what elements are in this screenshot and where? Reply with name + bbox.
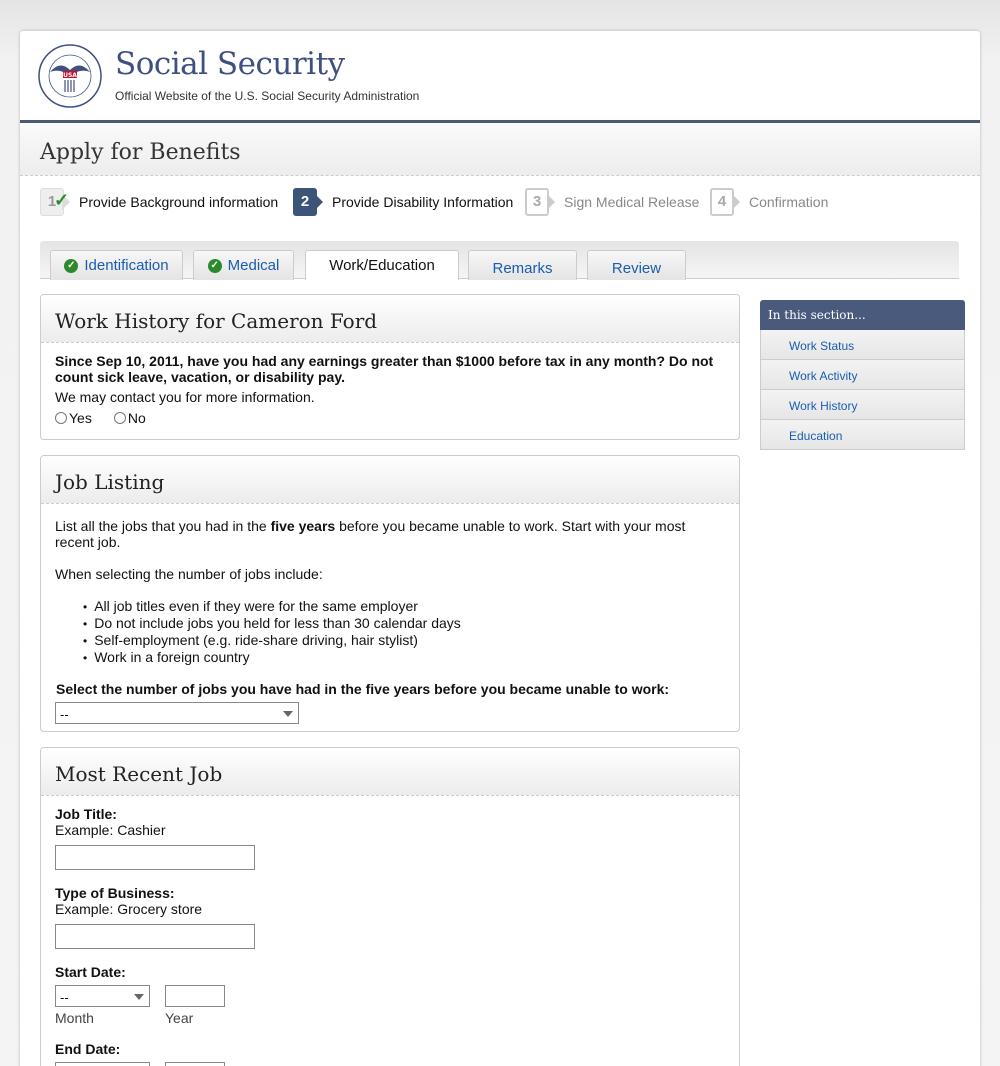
step-1 (40, 188, 278, 216)
sidenav-item-work-status[interactable]: Work Status (760, 330, 965, 360)
site-header (20, 31, 980, 123)
page-title: Apply for Benefits (20, 123, 980, 176)
business-type-input[interactable] (55, 924, 255, 949)
no-label[interactable]: No (127, 410, 146, 426)
step-1-label: Provide Background information (79, 194, 279, 210)
month-caption: Month (55, 1010, 94, 1026)
step-1-badge: 1 ✓ (40, 188, 68, 216)
tab-medical[interactable]: ✓ Medical (193, 250, 294, 280)
tab-remarks[interactable]: Remarks (468, 250, 577, 280)
list-item: • All job titles even if they were for the same employer (83, 598, 725, 615)
tab-work-education[interactable]: Work/Education (305, 250, 459, 280)
year-caption: Year (165, 1010, 194, 1026)
step-3 (525, 188, 699, 216)
jobs-count-select[interactable]: -- (55, 702, 299, 724)
step-4-badge: 4 (710, 188, 738, 216)
most-recent-job-panel (40, 747, 740, 1066)
start-year-input[interactable] (165, 985, 225, 1007)
yes-label[interactable]: Yes (69, 410, 92, 426)
chevron-down-icon (134, 994, 144, 1000)
selecting-intro: When selecting the number of jobs include: (55, 566, 323, 582)
sidenav-item-education[interactable]: Education (760, 420, 965, 450)
end-date-label: End Date: (55, 1041, 121, 1057)
section-tabs (40, 241, 959, 279)
yes-radio[interactable] (55, 412, 67, 424)
step-2 (293, 188, 513, 216)
business-type-example: Example: Grocery store (55, 901, 203, 917)
sidenav-title: In this section... (760, 300, 965, 330)
start-date-fields (55, 985, 725, 1026)
job-listing-intro: List all the jobs that you had in the five years before you became unable to work. Start with your most recent job. (55, 518, 686, 550)
earnings-radio-group (55, 410, 725, 426)
page-container (20, 31, 980, 1066)
start-month-select[interactable]: -- (55, 985, 150, 1007)
list-item: • Work in a foreign country (83, 649, 725, 666)
start-date-label: Start Date: (55, 964, 126, 980)
step-2-label: Provide Disability Information (332, 194, 514, 210)
job-title-input[interactable] (55, 845, 255, 870)
end-year-input[interactable] (165, 1062, 225, 1066)
in-this-section-nav (760, 300, 965, 450)
business-type-label: Type of Business: (55, 885, 175, 901)
sidenav-item-work-history[interactable]: Work History (760, 390, 965, 420)
chevron-down-icon (283, 711, 293, 717)
earnings-question: Since Sep 10, 2011, have you had any earnings greater than $1000 before tax in any month? Do not count sick leave, vacation, or disability pay. (55, 353, 714, 385)
job-listing-panel (40, 455, 740, 732)
step-3-label: Sign Medical Release (564, 194, 700, 210)
job-title-example: Example: Cashier (55, 822, 166, 838)
no-radio[interactable] (114, 412, 126, 424)
tab-identification[interactable]: ✓ Identification (50, 250, 183, 280)
tab-review[interactable]: Review (587, 250, 686, 280)
svg-text:USA: USA (63, 72, 77, 79)
step-4-label: Confirmation (749, 194, 829, 210)
step-3-badge: 3 (525, 188, 553, 216)
sidenav-item-work-activity[interactable]: Work Activity (760, 360, 965, 390)
site-title[interactable]: Social Security (115, 46, 345, 82)
checkmark-icon: ✓ (54, 190, 70, 210)
check-circle-icon: ✓ (208, 259, 222, 273)
end-date-fields (55, 1062, 725, 1066)
progress-steps (20, 176, 980, 240)
contact-note: We may contact you for more information. (55, 389, 315, 405)
ssa-seal-logo[interactable] (38, 44, 102, 108)
list-item: • Do not include jobs you held for less than 30 calendar days (83, 615, 725, 632)
work-history-panel (40, 294, 740, 440)
list-item: • Self-employment (e.g. ride-share driving, hair stylist) (83, 632, 725, 649)
panel-title: Work History for Cameron Ford (41, 295, 739, 343)
job-criteria-list (83, 598, 725, 666)
site-subtitle: Official Website of the U.S. Social Security Administration (115, 89, 420, 103)
step-2-badge: 2 (293, 188, 321, 216)
job-title-label: Job Title: (55, 806, 117, 822)
jobs-count-label: Select the number of jobs you have had in the five years before you became unable to work: (56, 681, 670, 697)
check-circle-icon: ✓ (64, 259, 78, 273)
end-month-select[interactable] (55, 1062, 150, 1066)
panel-title: Job Listing (41, 456, 739, 504)
panel-title: Most Recent Job (41, 748, 739, 796)
step-4 (710, 188, 828, 216)
